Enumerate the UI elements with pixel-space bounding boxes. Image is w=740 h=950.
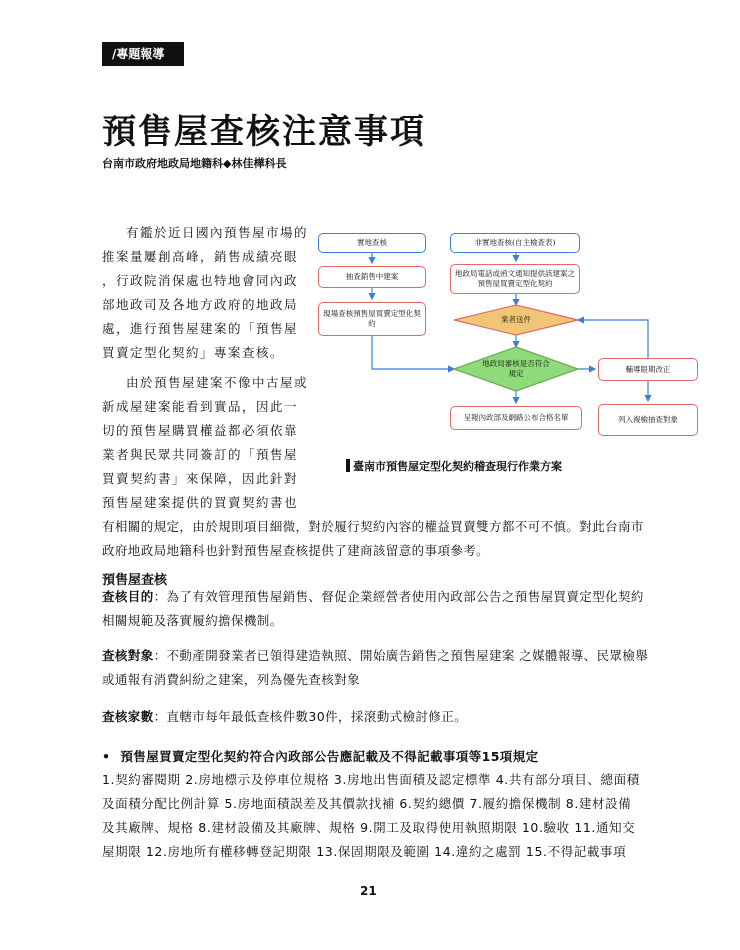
page-number: 21 [360, 884, 377, 898]
target-label: 查核對象 [102, 648, 154, 663]
intro-line-6: 買賣定型化契約」專案查核。 [102, 345, 285, 360]
purpose-text: ：為了有效管理預售屋銷售、督促企業經營者使用內政部公告之預售屋買賣定型化契約 [153, 589, 644, 604]
intro2-line-3: 切的預售屋購買權益都必須依靠 [102, 423, 299, 438]
flowchart-caption [346, 458, 562, 474]
items-line-2: 及面積分配比例計算 5.房地面積誤差及其價款找補 6.契約總價 7.履約擔保機制 8.建材設備 [102, 796, 632, 811]
items-line-1: 1.契約審閱期 2.房地標示及停車位規格 3.房地出售面積及認定標準 4.共有部分項目、總面積 [102, 772, 640, 787]
intro2-full-line-1: 有相關的規定，由於規則項目細微，對於履行契約內容的權益買賣雙方都不可不慎。對此台南市 [102, 519, 644, 534]
purpose-label: 查核目的 [102, 589, 154, 604]
intro-line-2: 推案量屢創高峰，銷售成績亮眼 [102, 249, 299, 264]
bullet-dot-icon: • [102, 749, 111, 764]
flowchart-caption-text: 臺南市預售屋定型化契約稽查現行作業方案 [353, 460, 562, 473]
flow-box-report: 呈報內政部及網路公布合格名單 [450, 406, 582, 430]
intro2-line-4: 業者與民眾共同簽訂的「預售屋 [102, 447, 299, 462]
author-line: 台南市政府地政局地籍科◆林佳樺科長 [102, 157, 287, 170]
flow-box-onsite-check: 現場查核預售屋買賣定型化契約 [318, 302, 426, 336]
intro2-line-5: 買賣契約書」來保障，因此針對 [102, 471, 299, 486]
intro2-line-2: 新成屋建案能看到實品，因此一 [102, 399, 299, 414]
intro2-line-6: 預售屋建案提供的買賣契約書也 [102, 495, 299, 510]
diamond-submit-label: 業者送件 [501, 315, 531, 324]
purpose-line-2: 相關規範及落實履約擔保機制。 [102, 613, 283, 628]
purpose-line-1 [102, 585, 644, 609]
count-text: ：直轄市每年最低查核件數30件，採滾動式檢討修正。 [153, 709, 468, 724]
intro-line-4: 部地政司及各地方政府的地政局 [102, 297, 299, 312]
intro-line-1: 有鑑於近日國內預售屋市場的 [126, 225, 309, 240]
target-line-1 [102, 644, 648, 668]
flow-box-notify: 地政局電話或函文通知提供該建案之預售屋買賣定型化契約 [450, 264, 580, 294]
section-tag: /專題報導 [102, 42, 184, 66]
target-text: ：不動產開發業者已領得建造執照、開始廣告銷售之預售屋建案 之媒體報導、民眾檢舉 [153, 648, 649, 663]
intro-line-5: 處，進行預售屋建案的「預售屋 [102, 321, 299, 336]
intro-line-3: ，行政院消保處也特地會同內政 [102, 273, 299, 288]
caption-marker [346, 459, 350, 472]
intro2-full-line-2: 政府地政局地籍科也針對預售屋查核提供了建商該留意的事項參考。 [102, 543, 490, 558]
flow-box-onsite: 實地查核 [318, 233, 426, 253]
target-line-2: 或通報有消費糾紛之建案，列為優先查核對象 [102, 672, 361, 687]
bullet-heading [102, 745, 539, 769]
flowchart [316, 228, 706, 446]
flow-box-sample: 抽查銷售中建案 [318, 266, 426, 288]
flow-box-offsite: 非實地查核(自主檢查表) [450, 233, 580, 253]
intro2-line-1: 由於預售屋建案不像中古屋或 [126, 375, 309, 390]
diamond-review-label: 地政局審核是否符合規定 [482, 359, 550, 378]
items-line-4: 屋期限 12.房地所有權移轉登記期限 13.保固期限及範圍 14.違約之處罰 15.不得記載事項 [102, 844, 627, 859]
items-line-3: 及其廠牌、規格 8.建材設備及其廠牌、規格 9.開工及取得使用執照期限 10.驗收 11.通知交 [102, 820, 636, 835]
count-line [102, 705, 467, 729]
page-title: 預售屋查核注意事項 [102, 112, 426, 152]
flow-box-recheck: 列入複檢抽查對象 [598, 404, 698, 436]
count-label: 查核家數 [102, 709, 154, 724]
flow-box-correct: 輔導限期改正 [598, 358, 698, 381]
section-heading: 預售屋查核 [102, 573, 168, 588]
bullet-heading-text: 預售屋買賣定型化契約符合內政部公告應記載及不得記載事項等15項規定 [120, 749, 539, 764]
